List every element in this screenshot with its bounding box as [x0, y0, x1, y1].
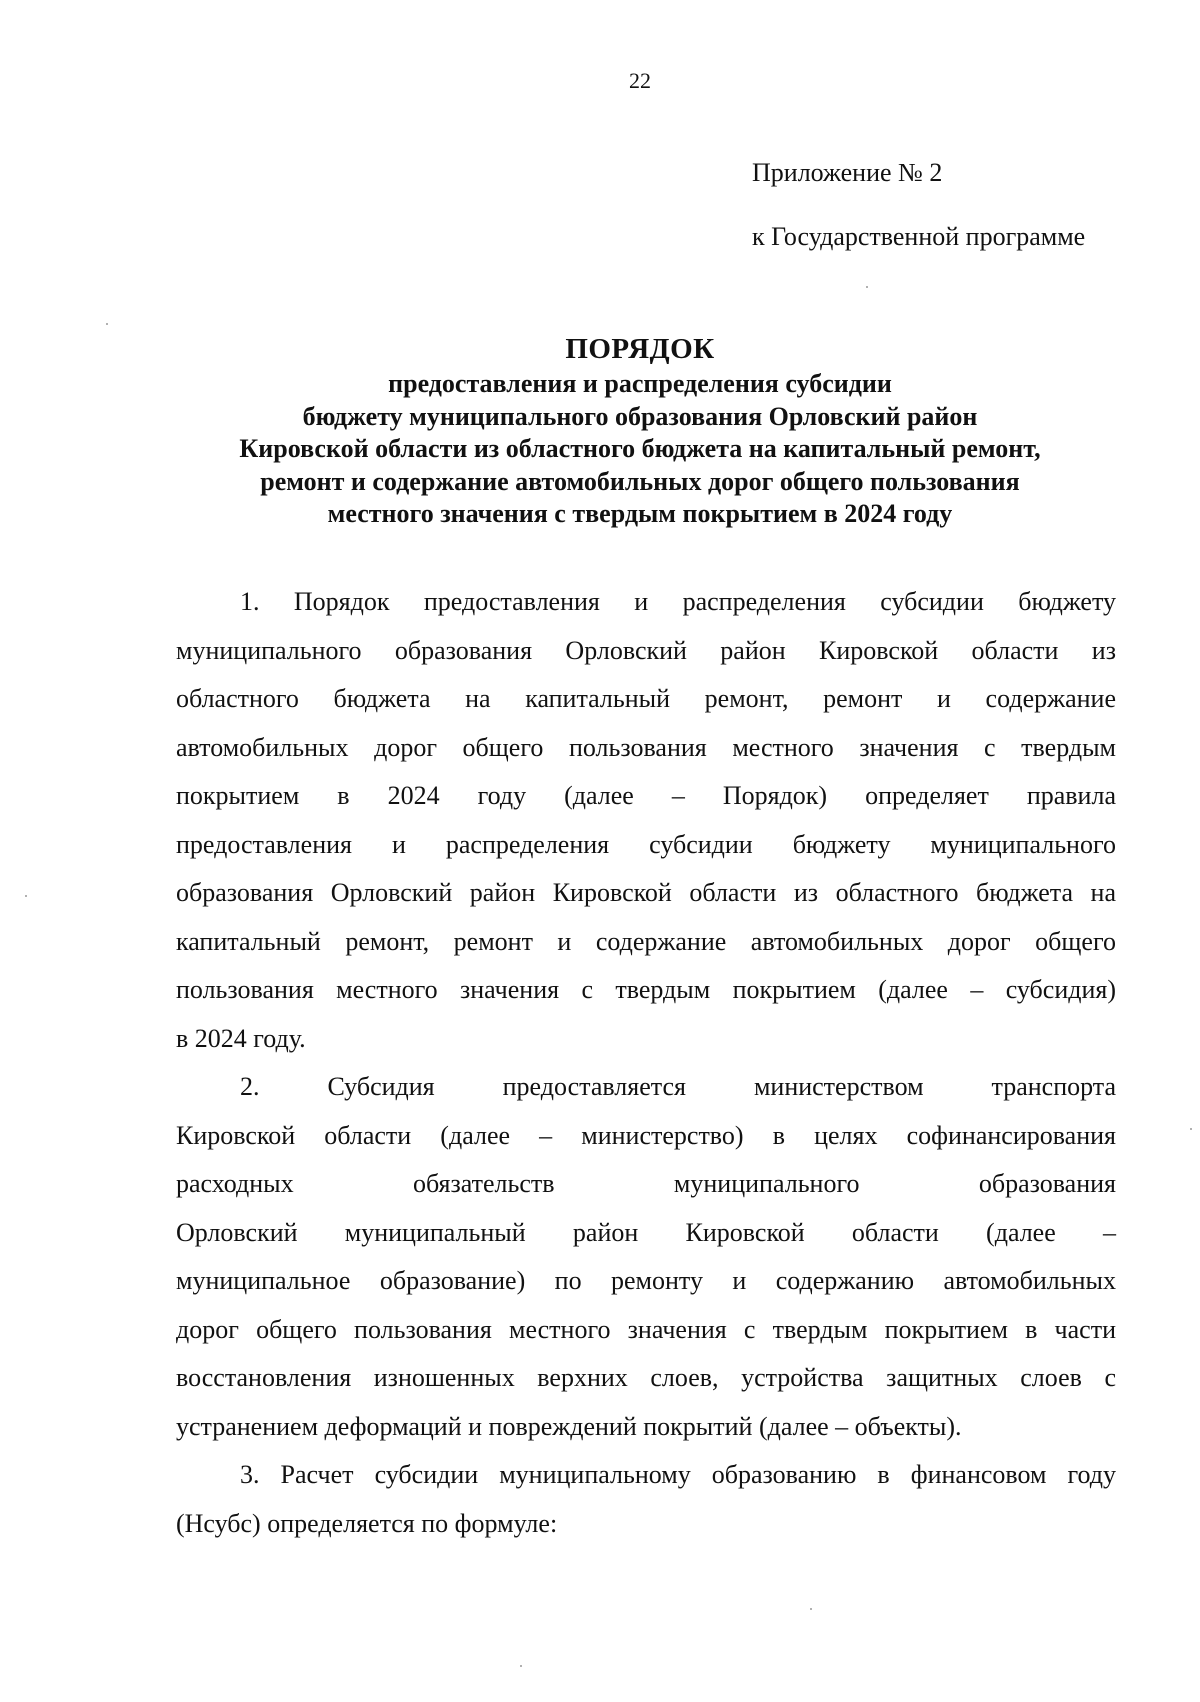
text-line: 1. Порядок предоставления и распределения субсидии бюджету — [240, 587, 1116, 616]
text-line: предоставления и распределения субсидии бюджету муниципального — [176, 829, 1116, 859]
text-line: в 2024 году. — [176, 1023, 306, 1053]
title-heading: ПОРЯДОК — [565, 333, 715, 365]
text-line: устранением деформаций и повреждений покрытий (далее – объекты). — [176, 1411, 962, 1441]
title-line: местного значения с твердым покрытием в 2024 году — [327, 499, 953, 528]
text-line: образования Орловский район Кировской области из областного бюджета на — [176, 878, 1116, 907]
text-line: капитальный ремонт, ремонт и содержание автомобильных дорог общего — [176, 926, 1116, 956]
title-line: бюджету муниципального образования Орловский район — [302, 401, 978, 431]
scan-speck — [106, 323, 108, 325]
paragraph-3 — [176, 1451, 1116, 1548]
text-line: расходных обязательств муниципального образования — [176, 1169, 1116, 1198]
document-title — [176, 330, 1104, 531]
text-line: муниципального образования Орловский район Кировской области из — [176, 635, 1116, 665]
text-line: дорог общего пользования местного значения с твердым покрытием в части — [176, 1314, 1116, 1344]
paragraph-2 — [176, 1063, 1116, 1451]
text-line: покрытием в 2024 году (далее – Порядок) определяет правила — [176, 781, 1116, 810]
text-line: областного бюджета на капитальный ремонт, ремонт и содержание — [176, 684, 1116, 713]
title-subtitle — [176, 368, 1104, 531]
title-line: ремонт и содержание автомобильных дорог общего пользования — [260, 466, 1020, 496]
appendix-reference: к Государственной программе — [752, 222, 1086, 251]
text-line: (Нсубс) определяется по формуле: — [176, 1508, 558, 1538]
scan-speck — [810, 1608, 812, 1610]
text-line: Кировской области (далее – министерство) в целях софинансирования — [176, 1120, 1116, 1150]
text-line: 3. Расчет субсидии муниципальному образованию в финансовом году — [240, 1460, 1116, 1489]
text-line: восстановления изношенных верхних слоев, устройства защитных слоев с — [176, 1363, 1116, 1392]
text-line: муниципальное образование) по ремонту и содержанию автомобильных — [176, 1266, 1116, 1295]
scan-speck — [25, 895, 27, 897]
page-number: 22 — [629, 68, 651, 93]
title-line: предоставления и распределения субсидии — [388, 369, 892, 398]
scan-speck — [1190, 1128, 1192, 1130]
paragraph-1 — [176, 578, 1116, 1063]
title-line: Кировской области из областного бюджета на капитальный ремонт, — [239, 434, 1041, 463]
appendix-number: Приложение № 2 — [752, 158, 943, 187]
text-line: Орловский муниципальный район Кировской области (далее – — [176, 1217, 1116, 1247]
text-line: 2. Субсидия предоставляется министерством транспорта — [240, 1072, 1116, 1101]
scan-speck — [866, 286, 868, 288]
document-body — [176, 578, 1116, 1548]
text-line: пользования местного значения с твердым покрытием (далее – субсидия) — [176, 975, 1116, 1004]
scan-speck — [520, 1665, 522, 1667]
text-line: автомобильных дорог общего пользования местного значения с твердым — [176, 732, 1116, 762]
